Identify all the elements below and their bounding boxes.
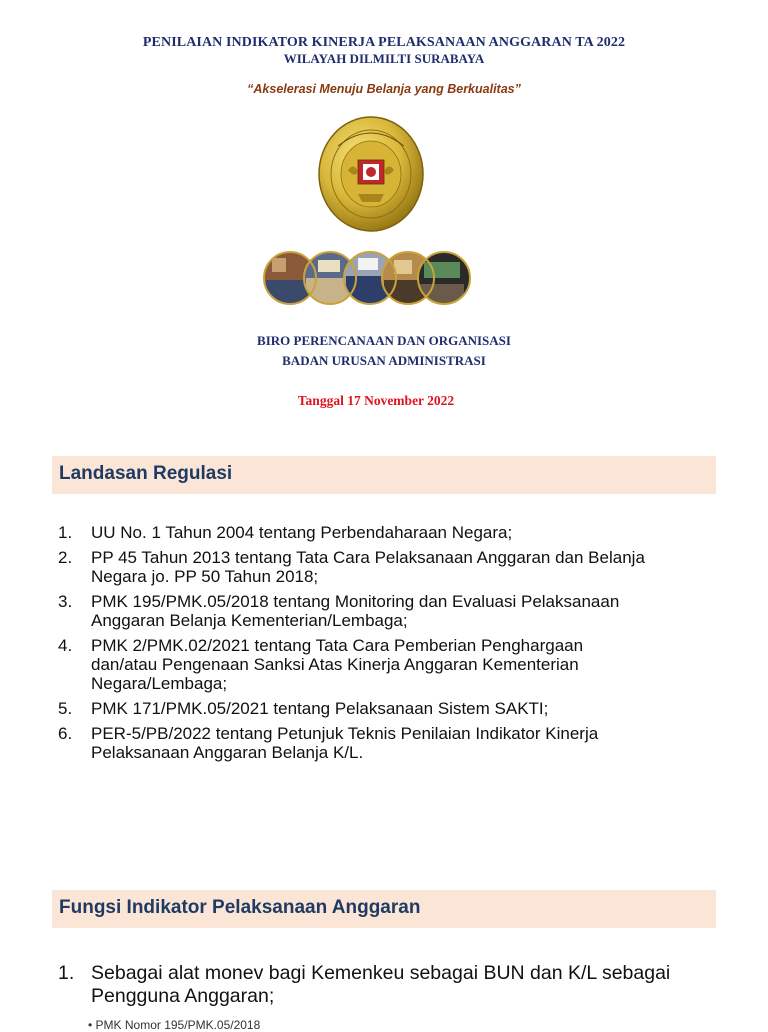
org-line-1: BIRO PERENCANAAN DAN ORGANISASI [257,333,511,348]
section-title: Landasan Regulasi [59,463,233,484]
tagline: “Akselerasi Menuju Belanja yang Berkualitas” [247,82,521,96]
section-header-landasan-regulasi [52,456,716,494]
list-item-text-line: PMK 2/PMK.02/2021 tentang Tata Cara Pemberian Penghargaan [91,636,584,655]
title-line-1: PENILAIAN INDIKATOR KINERJA PELAKSANAAN ANGGARAN TA 2022 [142,35,626,50]
list-item-number: 1. [58,523,73,542]
list-item [56,636,716,693]
document-title [0,34,768,67]
list-item-number: 6. [58,724,73,743]
list-item-number: 4. [58,636,73,655]
list-item-text-line: Sebagai alat monev bagi Kemenkeu sebagai BUN dan K/L sebagai [91,962,671,984]
section-header-fungsi-indikator [52,890,716,928]
list-item-text-line: Negara/Lembaga; [91,674,228,693]
list-item [56,724,716,762]
sub-bullet-cut-off: • PMK Nomor 195/PMK.05/2018 [88,1018,261,1032]
title-line-2: WILAYAH DILMILTI SURABAYA [283,51,485,66]
list-item-text-line: UU No. 1 Tahun 2004 tentang Perbendaharaan Negara; [91,523,513,542]
document-date: Tanggal 17 November 2022 [297,393,455,408]
list-item [56,523,716,542]
function-list [56,962,716,1012]
list-item-text-line: Pengguna Anggaran; [91,985,275,1007]
organization-name [0,331,768,371]
list-item-text-line: Pelaksanaan Anggaran Belanja K/L. [91,743,364,762]
list-item [56,962,716,1008]
mahkamah-agung-seal-icon [318,116,424,232]
org-line-2: BADAN URUSAN ADMINISTRASI [282,353,486,368]
list-item [56,548,716,586]
list-item-number: 2. [58,548,73,567]
list-item-text-line: dan/atau Pengenaan Sanksi Atas Kinerja Anggaran Kementerian [91,655,579,674]
list-item [56,592,716,630]
list-item [56,699,716,718]
regulation-list [56,523,716,768]
list-item-number: 3. [58,592,73,611]
list-item-text-line: Anggaran Belanja Kementerian/Lembaga; [91,611,408,630]
list-item-text-line: Negara jo. PP 50 Tahun 2018; [91,567,319,586]
activity-photos [262,250,472,306]
list-item-text-line: PER-5/PB/2022 tentang Petunjuk Teknis Penilaian Indikator Kinerja [91,724,599,743]
list-item-text-line: PMK 195/PMK.05/2018 tentang Monitoring dan Evaluasi Pelaksanaan [91,592,620,611]
list-item-number: 5. [58,699,73,718]
list-item-text-line: PMK 171/PMK.05/2021 tentang Pelaksanaan Sistem SAKTI; [91,699,549,718]
list-item-text-line: PP 45 Tahun 2013 tentang Tata Cara Pelaksanaan Anggaran dan Belanja [91,548,645,567]
section-title: Fungsi Indikator Pelaksanaan Anggaran [59,897,421,918]
list-item-number: 1. [58,962,75,984]
